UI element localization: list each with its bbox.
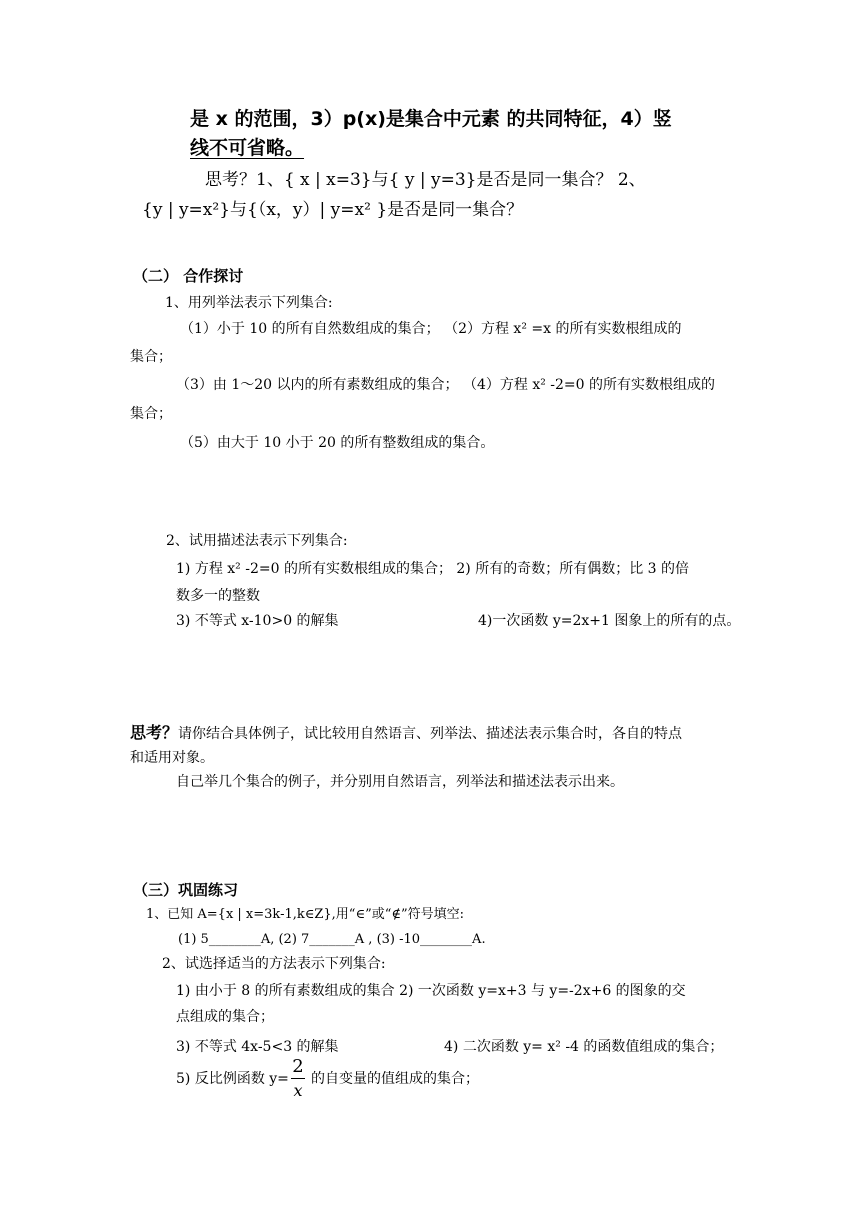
s2-q1-line-2: 集合；: [130, 349, 172, 365]
s3-q2-line-4b: 的自变量的值组成的集合；: [311, 1071, 479, 1087]
top-line-2: 线不可省略。: [190, 137, 305, 159]
s3-q1-title: 1、已知 A={x | x=3k-1,k∈Z},用“∈”或“∉”符号填空:: [146, 907, 465, 922]
s2-q2-line-2: 数多一的整数: [176, 588, 260, 604]
think-line-2: {y | y=x²}与{（x，y）| y=x² }是否是同一集合？: [142, 200, 524, 220]
think-line-1: 思考？1、{ x | x=3}与{ y | y=3}是否是同一集合？ 2、: [205, 170, 646, 190]
section-3-heading: （三）巩固练习: [133, 881, 239, 899]
s2-q2-line-3a: 3) 不等式 x-10>0 的解集: [176, 613, 339, 629]
s3-q2-line-3b: 4) 二次函数 y= x² -4 的函数值组成的集合；: [444, 1039, 724, 1055]
s2-q1-line-5: （5）由大于 10 小于 20 的所有整数组成的集合。: [180, 435, 495, 451]
think2-line-3: 自己举几个集合的例子，并分别用自然语言，列举法和描述法表示出来。: [176, 774, 624, 790]
think2-label: 思考？: [130, 723, 179, 742]
s2-q1-line-3: （3）由 1～20 以内的所有素数组成的集合； （4）方程 x² -2=0 的所有实数根组成的: [176, 377, 716, 393]
think2-line-1: [130, 725, 682, 741]
top-line-1: 是 x 的范围，3）p(x)是集合中元素 的共同特征，4）竖: [190, 108, 672, 130]
s2-q2-line-3b: 4)一次函数 y=2x+1 图象上的所有的点。: [478, 613, 741, 629]
fraction-numerator: 2: [292, 1056, 304, 1077]
s2-q1-line-4: 集合；: [130, 406, 172, 422]
s2-q1-title: 1、用列举法表示下列集合:: [165, 295, 333, 311]
s2-q1-line-1: （1）小于 10 的所有自然数组成的集合； （2）方程 x² =x 的所有实数根组成的: [180, 321, 682, 337]
s3-q2-line-2: 点组成的集合；: [176, 1009, 274, 1025]
s3-q2-line-4a: 5) 反比例函数 y=: [176, 1071, 289, 1087]
fraction-denominator: x: [293, 1081, 303, 1100]
s3-q2-line-1: 1) 由小于 8 的所有素数组成的集合 2) 一次函数 y=x+3 与 y=-2x+6 的图象的交: [176, 983, 686, 999]
think2-text-1: 请你结合具体例子，试比较用自然语言、列举法、描述法表示集合时，各自的特点: [178, 726, 683, 742]
section-2-heading: （二） 合作探讨: [133, 267, 244, 285]
s2-q2-title: 2、试用描述法表示下列集合:: [166, 533, 348, 549]
s3-q2-line-3a: 3) 不等式 4x-5<3 的解集: [176, 1039, 339, 1055]
think2-line-2: 和适用对象。: [130, 750, 214, 766]
s2-q2-line-1: 1) 方程 x² -2=0 的所有实数根组成的集合； 2) 所有的奇数；所有偶数；比 3 的倍: [176, 561, 690, 577]
s3-q2-title: 2、试选择适当的方法表示下列集合:: [162, 956, 386, 972]
fraction-bar: [291, 1078, 305, 1079]
s3-q1-line-1: (1) 5________A, (2) 7_______A , (3) -10________A.: [178, 932, 486, 947]
